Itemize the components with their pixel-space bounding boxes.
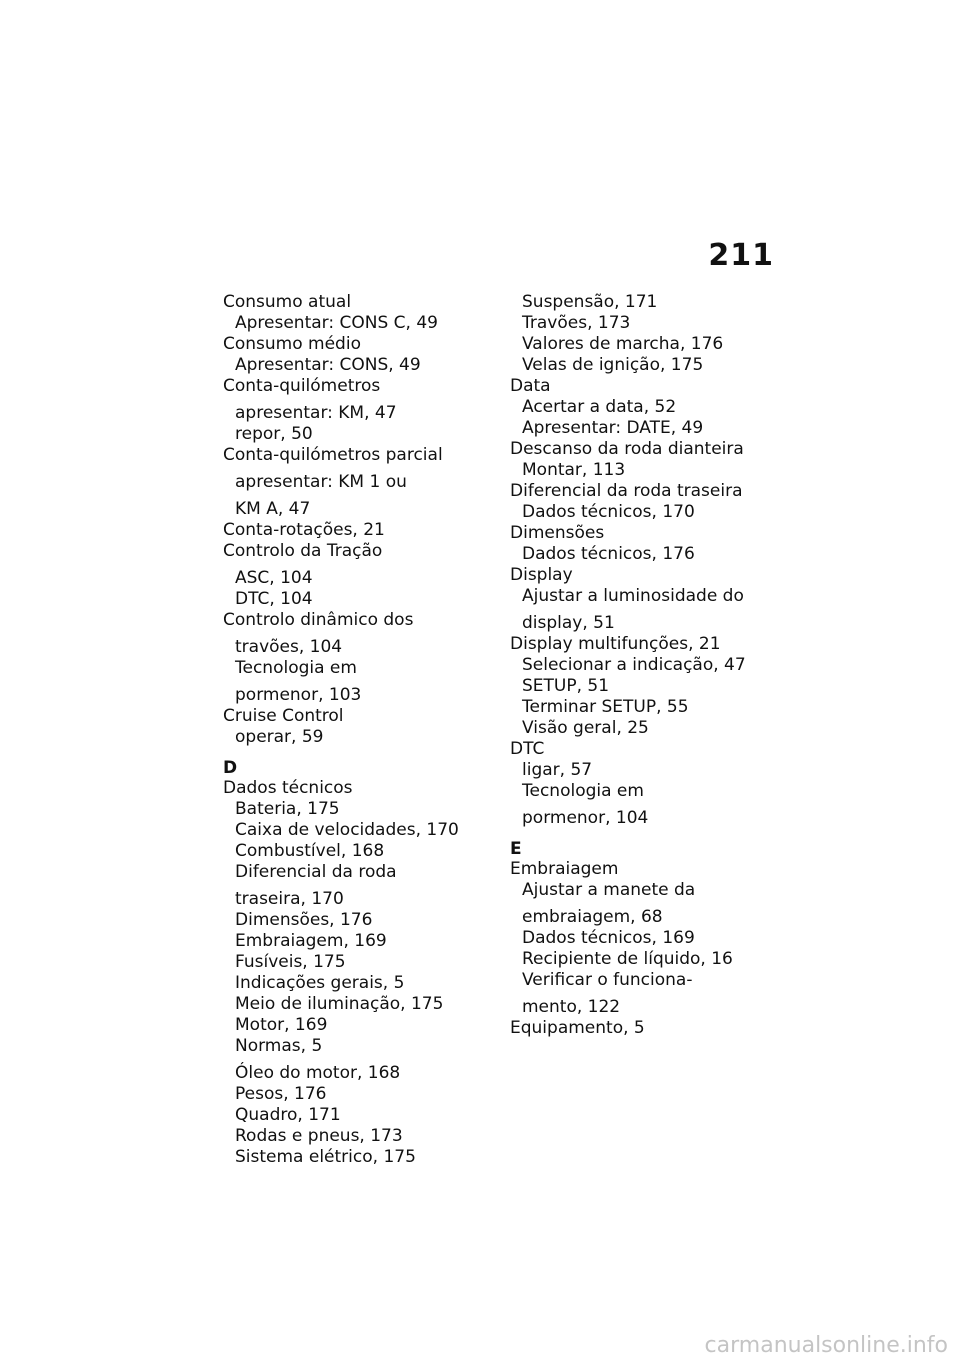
index-entry: DTC [510, 739, 545, 759]
index-entry: Consumo médio [223, 334, 361, 354]
index-subentry: Meio de iluminação, 175 [235, 994, 444, 1014]
index-subentry: ligar, 57 [522, 760, 593, 780]
index-column-left [223, 292, 493, 1168]
index-entry: Conta-quilómetros parcial [223, 445, 443, 465]
index-subentry: Terminar SETUP, 55 [522, 697, 689, 717]
index-subentry: pormenor, 103 [235, 685, 362, 705]
index-entry: Consumo atual [223, 292, 352, 312]
index-subentry: Caixa de velocidades, 170 [235, 820, 459, 840]
index-subentry: Combustível, 168 [235, 841, 385, 861]
index-subentry: Pesos, 176 [235, 1084, 327, 1104]
index-entry: Embraiagem [510, 859, 619, 879]
index-subentry: pormenor, 104 [522, 808, 649, 828]
index-entry: Controlo da Tração [223, 541, 383, 561]
index-entry: Conta-rotações, 21 [223, 520, 385, 540]
index-entry: Dimensões [510, 523, 605, 543]
index-subentry: Diferencial da roda [235, 862, 397, 882]
index-subentry: apresentar: KM 1 ou [235, 472, 407, 492]
index-subentry: Dados técnicos, 170 [522, 502, 695, 522]
index-subentry: Tecnologia em [235, 658, 357, 678]
index-subentry: Ajustar a manete da [522, 880, 696, 900]
index-subentry: Apresentar: CONS, 49 [235, 355, 421, 375]
index-subentry: Dimensões, 176 [235, 910, 373, 930]
index-subentry: Apresentar: CONS C, 49 [235, 313, 438, 333]
index-subentry: Quadro, 171 [235, 1105, 341, 1125]
section-letter: D [223, 758, 238, 778]
index-subentry: Valores de marcha, 176 [522, 334, 724, 354]
index-subentry: Ajustar a luminosidade do [522, 586, 744, 606]
index-entry: Display [510, 565, 573, 585]
index-subentry: Travões, 173 [522, 313, 631, 333]
index-entry: Cruise Control [223, 706, 344, 726]
index-entry: Display multifunções, 21 [510, 634, 721, 654]
index-subentry: Apresentar: DATE, 49 [522, 418, 704, 438]
index-subentry: Visão geral, 25 [522, 718, 649, 738]
index-subentry: traseira, 170 [235, 889, 344, 909]
index-subentry: Dados técnicos, 176 [522, 544, 695, 564]
index-subentry: Sistema elétrico, 175 [235, 1147, 416, 1167]
index-subentry: display, 51 [522, 613, 615, 633]
index-subentry: apresentar: KM, 47 [235, 403, 397, 423]
section-letter: E [510, 839, 522, 859]
index-entry: Dados técnicos [223, 778, 353, 798]
index-entry: Conta-quilómetros [223, 376, 381, 396]
index-subentry: Bateria, 175 [235, 799, 340, 819]
index-subentry: DTC, 104 [235, 589, 313, 609]
index-subentry: Dados técnicos, 169 [522, 928, 695, 948]
index-entry: Diferencial da roda traseira [510, 481, 743, 501]
watermark: carmanualsonline.info [704, 1333, 948, 1358]
index-entry: Equipamento, 5 [510, 1018, 645, 1038]
index-subentry: Suspensão, 171 [522, 292, 658, 312]
index-subentry: Indicações gerais, 5 [235, 973, 405, 993]
index-subentry: ASC, 104 [235, 568, 313, 588]
index-subentry: Velas de ignição, 175 [522, 355, 704, 375]
index-subentry: Selecionar a indicação, 47 [522, 655, 746, 675]
index-subentry: travões, 104 [235, 637, 343, 657]
index-subentry: SETUP, 51 [522, 676, 610, 696]
index-subentry: Verificar o funciona- [522, 970, 693, 990]
index-subentry: Normas, 5 [235, 1036, 323, 1056]
index-subentry: Motor, 169 [235, 1015, 328, 1035]
page-number: 211 [708, 238, 774, 273]
index-subentry: Embraiagem, 169 [235, 931, 387, 951]
index-subentry: Acertar a data, 52 [522, 397, 677, 417]
index-subentry: operar, 59 [235, 727, 324, 747]
index-entry: Data [510, 376, 551, 396]
index-subentry: Óleo do motor, 168 [235, 1063, 401, 1083]
index-subentry: Fusíveis, 175 [235, 952, 346, 972]
index-subentry: mento, 122 [522, 997, 621, 1017]
index-subentry: embraiagem, 68 [522, 907, 663, 927]
index-entry: Descanso da roda dianteira [510, 439, 744, 459]
index-subentry: Rodas e pneus, 173 [235, 1126, 403, 1146]
index-column-right [510, 292, 780, 1039]
index-subentry: Recipiente de líquido, 16 [522, 949, 733, 969]
index-entry: Controlo dinâmico dos [223, 610, 414, 630]
index-subentry: KM A, 47 [235, 499, 311, 519]
index-subentry: Montar, 113 [522, 460, 626, 480]
index-subentry: Tecnologia em [522, 781, 644, 801]
index-subentry: repor, 50 [235, 424, 313, 444]
